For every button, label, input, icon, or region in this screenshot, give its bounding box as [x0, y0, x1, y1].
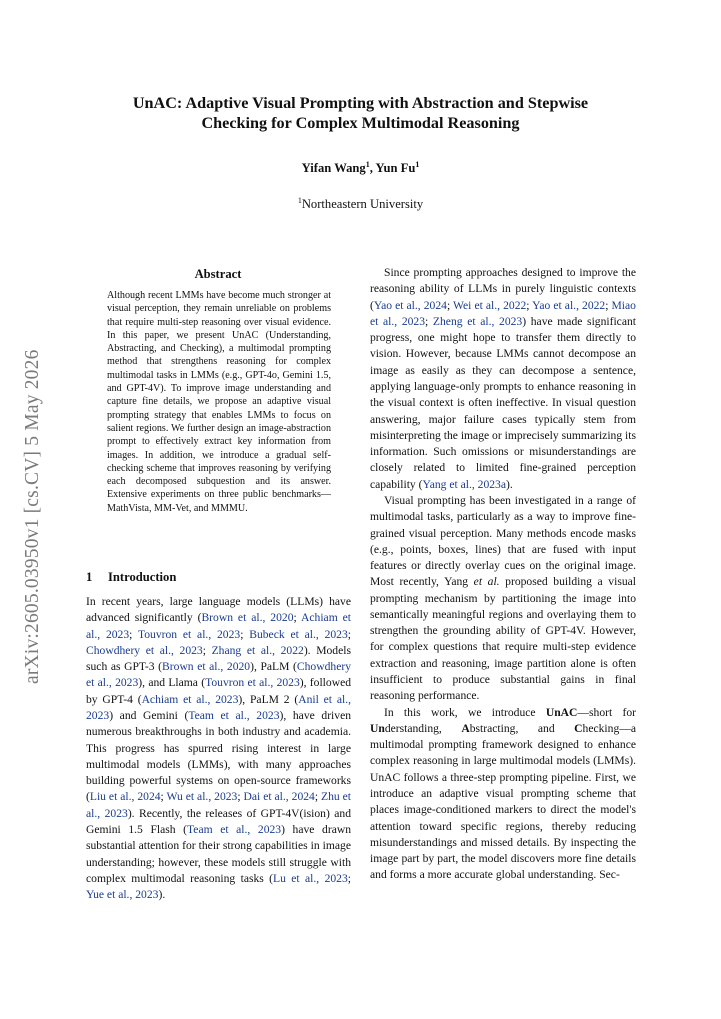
- citation-link[interactable]: Yue et al., 2023: [86, 888, 159, 902]
- section-heading: [86, 570, 350, 585]
- arxiv-identifier: arXiv:2605.03950v1 [cs.CV] 5 May 2026: [22, 349, 43, 684]
- left-column-body: [86, 594, 351, 903]
- affil-mark: 1: [297, 195, 302, 205]
- citation-link[interactable]: Zhu et al., 2023: [86, 790, 352, 820]
- intro-paragraph-1: In recent years, large language models (LLMs) have advanced significantly (Brown et al., 2020; Achiam et al., 2023; Touvron et al., 2023; Bubeck et al., 2023; Chowdhery et al., 2023; Zhang et al., 2022). Models such as GPT-3 (Brown et al., 2020), PaLM (Chowdhery et al., 2023), and Llama (Touvron et al., 2023), followed by GPT-4 (Achiam et al., 2023), PaLM 2 (Anil et al., 2023) and Gemini (Team et al., 2023), have driven numerous breakthroughs in both industry and academia. This progress has spurred rising interest in large multimodal models (LMMs), with many approaches building powerful systems on open-source frameworks (Liu et al., 2024; Wu et al., 2023; Dai et al., 2024; Zhu et al., 2023). Recently, the releases of GPT-4V(ision) and Gemini 1.5 Flash (Team et al., 2023) have drawn substantial attention for their strong capabilities in image understanding; however, these models still struggle with complex multimodal reasoning tasks (Lu et al., 2023; Yue et al., 2023).: [86, 595, 352, 902]
- citation-link[interactable]: Dai et al., 2024: [243, 790, 315, 804]
- citation-link[interactable]: Yao et al., 2024: [373, 298, 447, 312]
- citation-link[interactable]: Miao et al., 2023: [370, 298, 636, 328]
- title-line-2: Checking for Complex Multimodal Reasoning: [201, 113, 520, 132]
- affiliation-name: Northeastern University: [301, 197, 424, 211]
- author-1-affil-mark: 1: [365, 159, 370, 169]
- abstract-heading: Abstract: [194, 267, 242, 281]
- citation-link[interactable]: Team et al., 2023: [187, 822, 282, 836]
- citation-link[interactable]: Touvron et al., 2023: [205, 676, 300, 690]
- paper-title: [100, 94, 621, 133]
- author-1: Yifan Wang: [301, 161, 366, 175]
- intro-paragraph-4: In this work, we introduce UnAC—short for Understanding, Abstracting, and Checking—a multimodal prompting framework designed to enhance complex reasoning in large multimodal models (LMMs). UnAC follows a three-step prompting pipeline. First, we introduce an adaptive visual prompting scheme that places image-conditioned markers to direct the model's attention toward specific regions, thereby reducing misunderstandings and missed details. By inspecting the image part by part, the model discovers more fine details and forms a more accurate global understanding. Sec-: [370, 705, 637, 882]
- author-2-affil-mark: 1: [415, 159, 420, 169]
- title-line-1: UnAC: Adaptive Visual Prompting with Abstraction and Stepwise: [132, 94, 589, 112]
- citation-link[interactable]: Yao et al., 2022: [532, 298, 606, 312]
- citation-link[interactable]: Anil et al., 2023: [86, 692, 351, 722]
- right-column-body: [370, 265, 636, 884]
- citation-link[interactable]: Zheng et al., 2023: [432, 314, 523, 328]
- abstract-text: Although recent LMMs have become much stronger at visual perception, they remain unreliable on problems that require multi-step reasoning over visual evidence. In this paper, we present UnAC (Understanding, Abstracting, and Checking), a multimodal prompting method that strengthens reasoning for complex multimodal tasks in LMMs (e.g., GPT-4o, Gemini 1.5, and GPT-4V). To improve image understanding and capture fine details, we propose an adaptive visual prompting strategy that enables LMMs to focus on salient regions. We further design an image-abstraction prompt to effectively extract key information from images. In addition, we introduce a gradual self-checking scheme that improves reasoning by verifying each decomposed subquestion and its answer. Extensive experiments on three public benchmarks—MathVista, MM-Vet, and MMMU.: [107, 290, 331, 514]
- citation-link[interactable]: Lu et al., 2023: [273, 871, 348, 885]
- citation-link[interactable]: Team et al., 2023: [188, 708, 280, 722]
- citation-link[interactable]: Zhang et al., 2022: [211, 643, 304, 657]
- citation-link[interactable]: Wei et al., 2022: [453, 298, 527, 312]
- affiliation: [100, 197, 621, 212]
- citation-link[interactable]: Yang et al., 2023a: [422, 477, 506, 491]
- author-2: Yun Fu: [375, 161, 416, 175]
- citation-link[interactable]: Chowdhery et al., 2023: [86, 660, 352, 690]
- section-number: 1: [86, 570, 93, 584]
- intro-paragraph-3: Visual prompting has been investigated in a range of multimodal tasks, particularly as a way to improve fine-grained visual perception. Many methods encode masks (e.g., points, boxes, lines) that are fused with input features or directly overlay cues on the original image. Most recently, Yang et al. proposed building a visual prompting mechanism by partitioning the image into semantically meaningful regions and overlaying them to strengthen the grounding ability of GPT-4V. However, for complex questions that require multi-step evidence extraction and reasoning, image partition alone is often insufficient to produce substantial gains in final reasoning performance.: [370, 493, 636, 703]
- citation-link[interactable]: Chowdhery et al., 2023: [86, 643, 203, 657]
- citation-link[interactable]: Bubeck et al., 2023: [249, 627, 348, 641]
- intro-paragraph-2: Since prompting approaches designed to improve the reasoning ability of LLMs in purely linguistic contexts (Yao et al., 2024; Wei et al., 2022; Yao et al., 2022; Miao et al., 2023; Zheng et al., 2023) have made significant progress, one might hope to transfer them directly to vision. However, because LMMs cannot decompose an image as easily as they can decompose a sentence, applying language-only prompts to enhance reasoning in the visual context is often ineffective. In visual question answering, major failure cases typically stem from misinterpreting the image or imprecisely summarizing its information. Such omissions or misunderstandings are closely related to limited fine-grained perception capability (Yang et al., 2023a).: [370, 266, 636, 491]
- citation-link[interactable]: Achiam et al., 2023: [86, 611, 352, 641]
- citation-link[interactable]: Liu et al., 2024: [89, 790, 161, 804]
- section-title: Introduction: [108, 570, 177, 584]
- authors: Yifan Wang$^1$, Yun Fu$^1$: [301, 159, 420, 175]
- citation-link[interactable]: Brown et al., 2020: [162, 660, 251, 674]
- citation-link[interactable]: Wu et al., 2023: [166, 790, 238, 804]
- citation-link[interactable]: Touvron et al., 2023: [137, 627, 241, 641]
- citation-link[interactable]: Achiam et al., 2023: [141, 692, 239, 706]
- citation-link[interactable]: Brown et al., 2020: [201, 611, 294, 625]
